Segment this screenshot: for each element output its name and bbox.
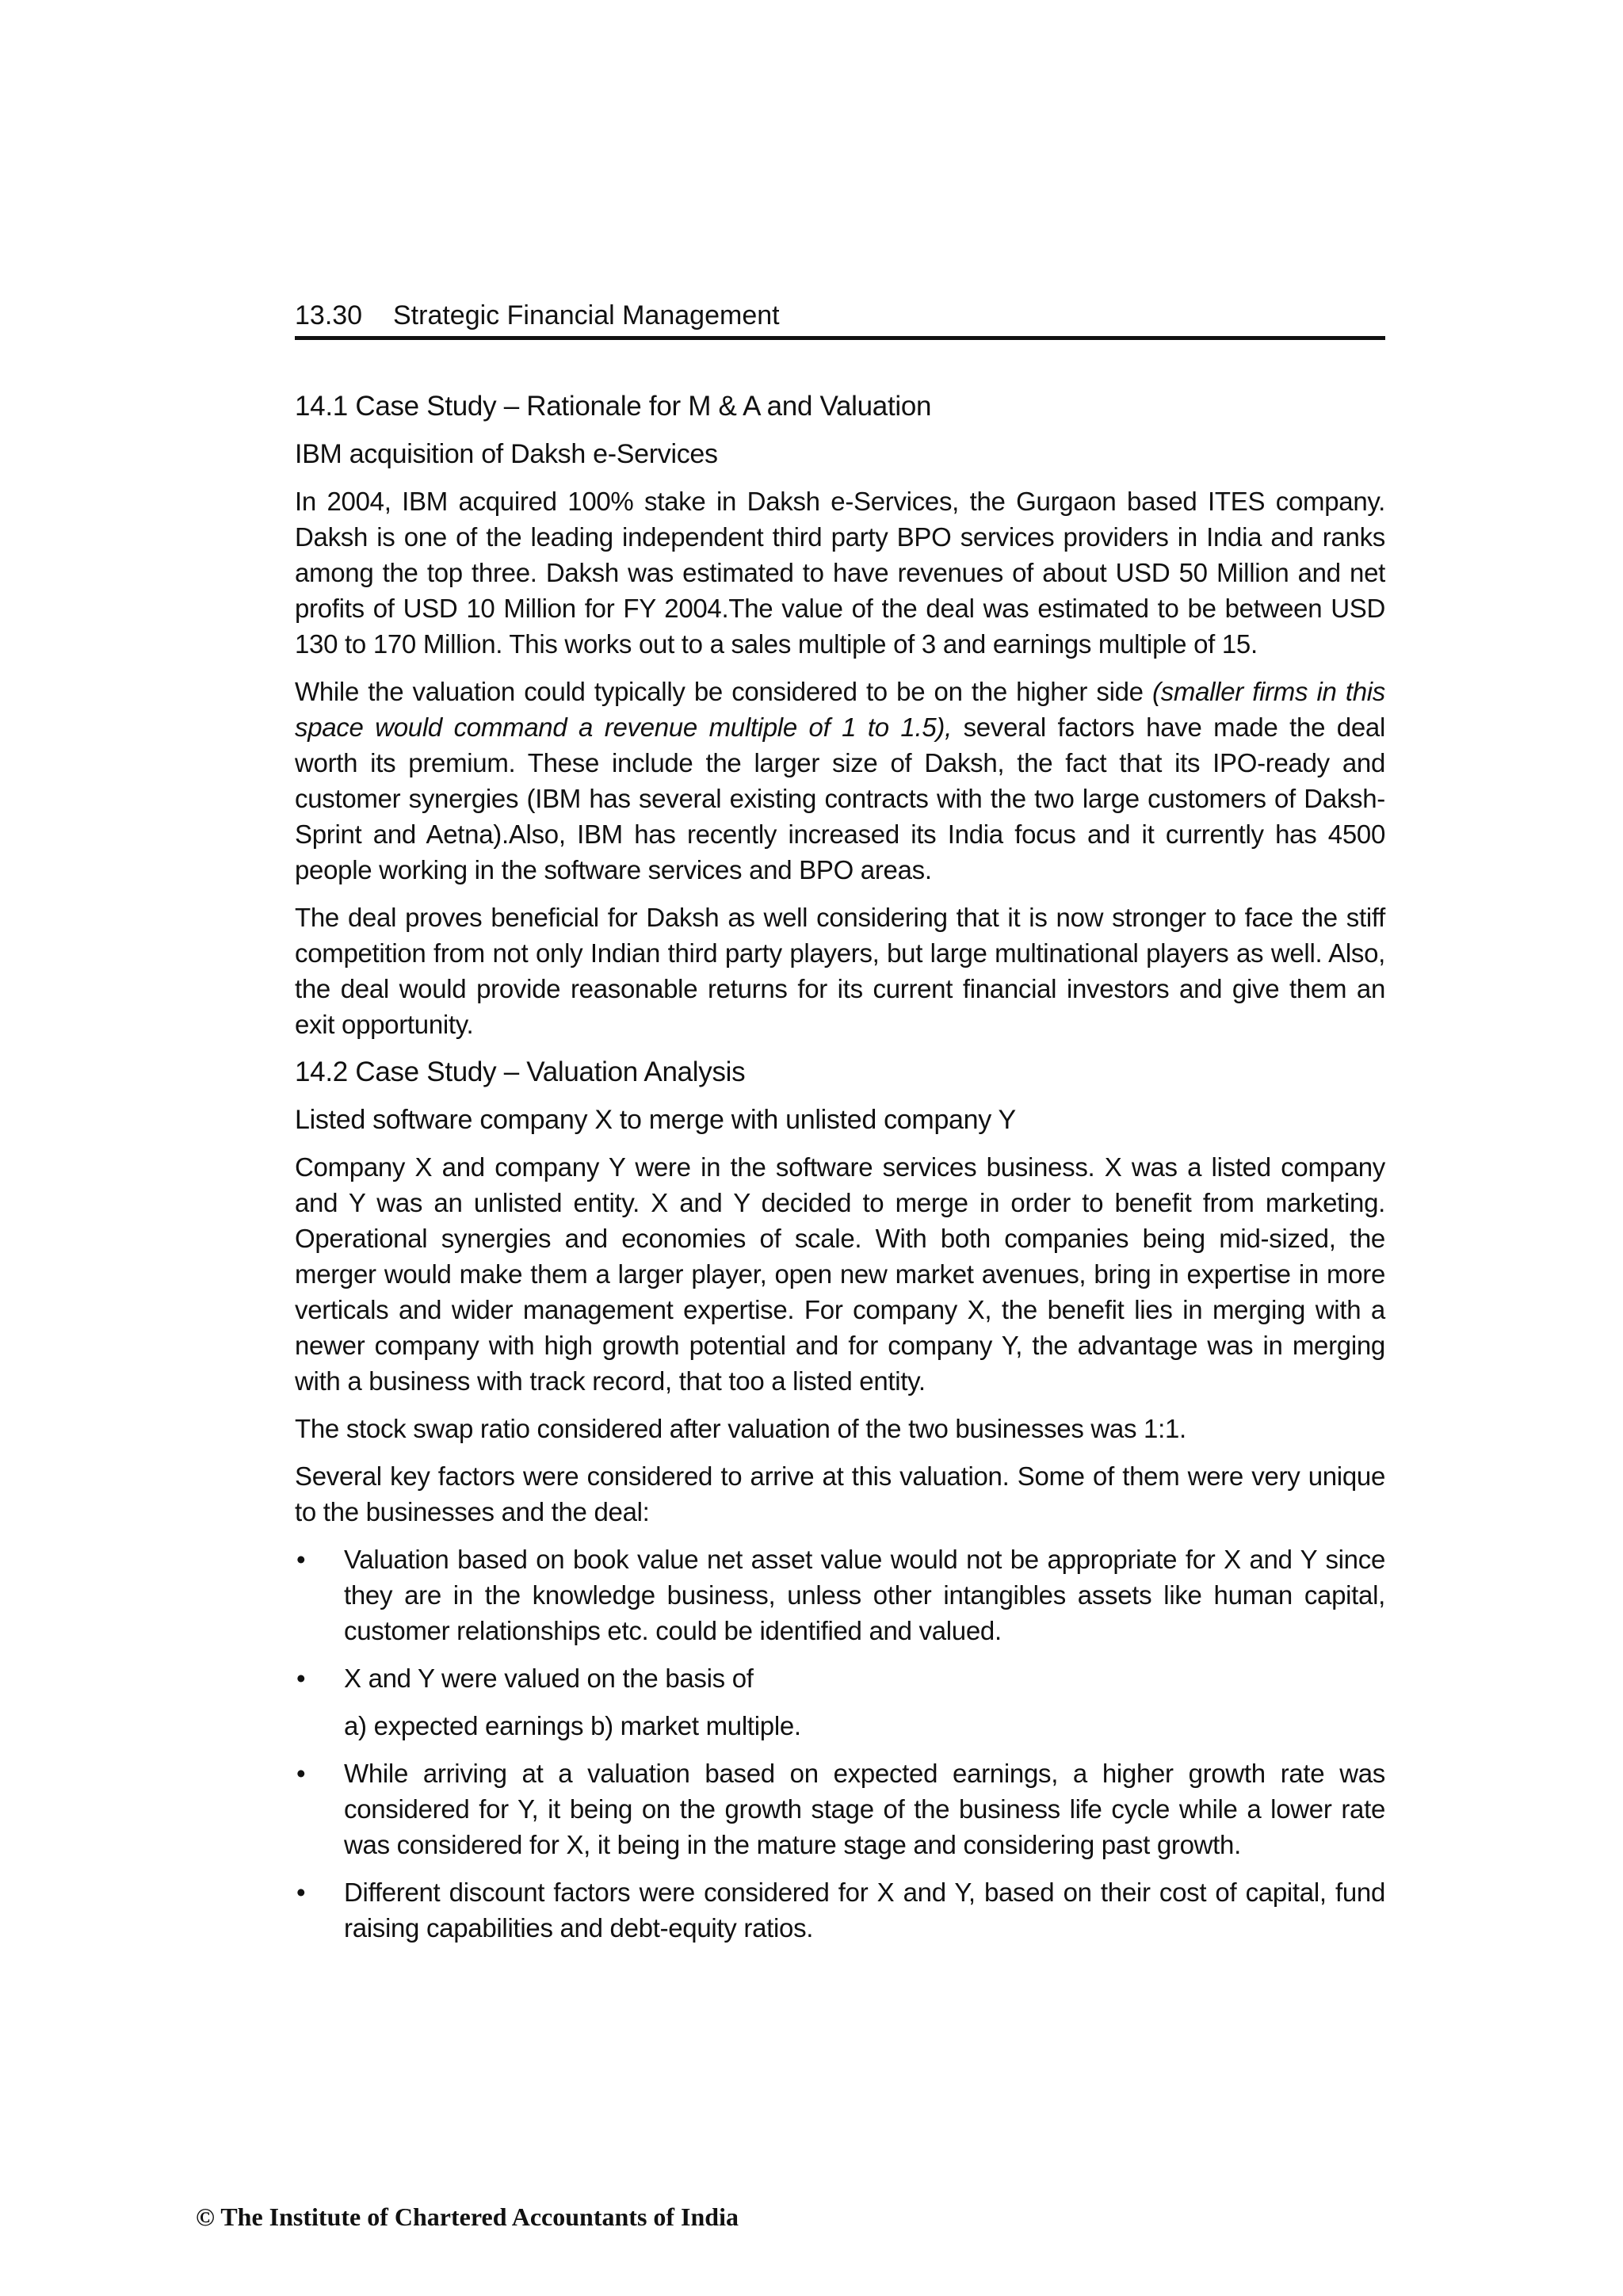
paragraph: The stock swap ratio considered after valuation of the two businesses was 1:1. xyxy=(295,1414,1186,1443)
list-item-text: Different discount factors were considered for X and Y, based on their cost of capital, fund raising capabilities and debt-equity ratios. xyxy=(344,1878,1385,1943)
section-heading-14-2: 14.2 Case Study – Valuation Analysis xyxy=(295,1056,746,1087)
page-number: 13.30 xyxy=(295,300,363,330)
bullet-icon: • xyxy=(296,1545,306,1574)
list-item xyxy=(295,1755,1385,1862)
list-item xyxy=(295,1660,1385,1744)
section-heading-14-1: 14.1 Case Study – Rationale for M & A and Valuation xyxy=(295,391,932,422)
footer-copyright: © The Institute of Chartered Accountants of India xyxy=(196,2202,739,2231)
paragraph xyxy=(295,674,1385,888)
bullet-icon: • xyxy=(296,1878,306,1907)
bullet-icon: • xyxy=(296,1759,306,1788)
paragraph-italic-note: (smaller firms in this space would command a revenue multiple of 1 to 1.5), xyxy=(295,677,1385,742)
list-item xyxy=(295,1874,1385,1946)
section-subheading-ibm-daksh: IBM acquisition of Daksh e-Services xyxy=(295,439,718,469)
paragraph: Company X and company Y were in the software services business. X was a listed company and Y was an unlisted entity. X and Y decided to merge in order to benefit from marketing. Operational synergies and economies of scale. With both companies being mid-sized, the merger would make them a larger player, open new market avenues, bring in expertise in more verticals and wider management expertise. For company X, the benefit lies in merging with a newer company with high growth potential and for company Y, the advantage was in merging with a business with track record, that too a listed entity. xyxy=(295,1152,1385,1396)
section-subheading-x-y-merger: Listed software company X to merge with unlisted company Y xyxy=(295,1105,1016,1135)
page-content xyxy=(295,388,1385,1958)
paragraph: In 2004, IBM acquired 100% stake in Daksh e-Services, the Gurgaon based ITES company. Daksh is one of the leading independent third party BPO services providers in India and ranks among the top three. Daksh was estimated to have revenues of about USD 50 Million and net profits of USD 10 Million for FY 2004.The value of the deal was estimated to be between USD 130 to 170 Million. This works out to a sales multiple of 3 and earnings multiple of 15. xyxy=(295,487,1385,659)
page-header xyxy=(295,295,1385,340)
book-title: Strategic Financial Management xyxy=(393,300,780,330)
list-item-text: While arriving at a valuation based on expected earnings, a higher growth rate was considered for Y, it being on the growth stage of the business life cycle while a lower rate was considered for X, it being in the mature stage and considering past growth. xyxy=(344,1759,1385,1859)
bullet-icon: • xyxy=(296,1664,306,1693)
list-item-text: Valuation based on book value net asset value would not be appropriate for X and Y since they are in the knowledge business, unless other intangibles assets like human capital, customer relationships etc. could be identified and valued. xyxy=(344,1545,1385,1645)
list-item xyxy=(295,1541,1385,1648)
paragraph: The deal proves beneficial for Daksh as well considering that it is now stronger to face the stiff competition from not only Indian third party players, but large multinational players as well. Also, the deal would provide reasonable returns for its current financial investors and give them an exit opportunity. xyxy=(295,903,1385,1039)
paragraph-text: While the valuation could typically be considered to be on the higher side xyxy=(295,677,1152,706)
list-item-text: X and Y were valued on the basis of xyxy=(344,1664,754,1693)
paragraph-text: several factors have made the deal worth its premium. These include the larger size of Daksh, the fact that its IPO-ready and customer synergies (IBM has several existing contracts with the two large customers of Daksh-Sprint and Aetna).Also, IBM has recently increased its India focus and it currently has 4500 people working in the software services and BPO areas. xyxy=(295,712,1385,884)
paragraph: Several key factors were considered to arrive at this valuation. Some of them were very unique to the businesses and the deal: xyxy=(295,1461,1385,1526)
key-factors-list xyxy=(295,1541,1385,1946)
list-item-subtext: a) expected earnings b) market multiple. xyxy=(344,1711,801,1740)
